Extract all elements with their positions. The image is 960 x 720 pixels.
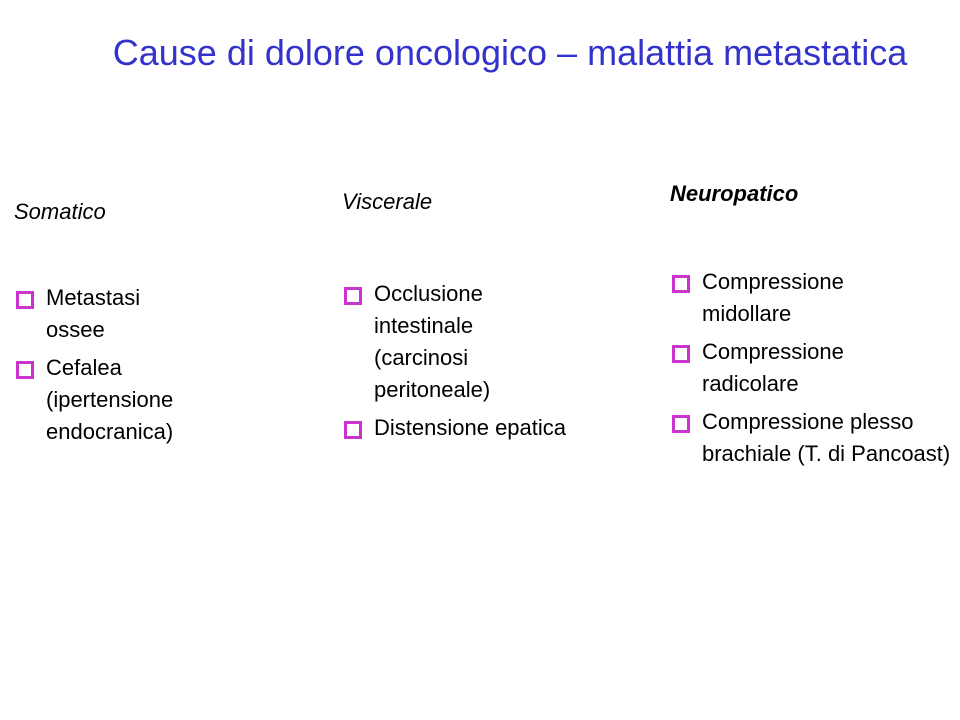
- column-heading: Viscerale: [342, 189, 433, 214]
- column-heading: Neuropatico: [670, 181, 799, 206]
- list-item: [670, 266, 912, 330]
- square-bullet-icon: [16, 291, 34, 309]
- square-bullet-icon: [672, 415, 690, 433]
- square-bullet-icon: [344, 421, 362, 439]
- bullet-list: [670, 266, 950, 470]
- list-item-text: Compressione radicolare: [702, 339, 844, 396]
- list-item-text: Occlusione intestinale (carcinosi peritoneale): [374, 281, 491, 402]
- column-heading: Somatico: [14, 199, 106, 224]
- list-item: [342, 412, 674, 444]
- column-neuropatico: [670, 178, 950, 476]
- list-item-text: Cefalea (ipertensione endocranica): [46, 355, 174, 444]
- list-item-text: Compressione plesso brachiale (T. di Pancoast): [702, 409, 951, 466]
- square-bullet-icon: [672, 345, 690, 363]
- list-item-text: Compressione midollare: [702, 269, 844, 326]
- list-item-text: Metastasi ossee: [46, 285, 141, 342]
- list-item: [14, 352, 246, 448]
- page-title: Cause di dolore oncologico – malattia metastatica: [112, 32, 908, 73]
- bullet-list: [342, 278, 642, 444]
- column-somatico: [14, 196, 234, 454]
- list-item: [14, 282, 196, 346]
- list-item-text: Distensione epatica: [374, 415, 567, 440]
- square-bullet-icon: [16, 361, 34, 379]
- square-bullet-icon: [344, 287, 362, 305]
- list-item: [342, 278, 564, 406]
- square-bullet-icon: [672, 275, 690, 293]
- bullet-list: [14, 282, 234, 448]
- list-item: [670, 406, 952, 470]
- list-item: [670, 336, 912, 400]
- column-viscerale: [342, 186, 642, 450]
